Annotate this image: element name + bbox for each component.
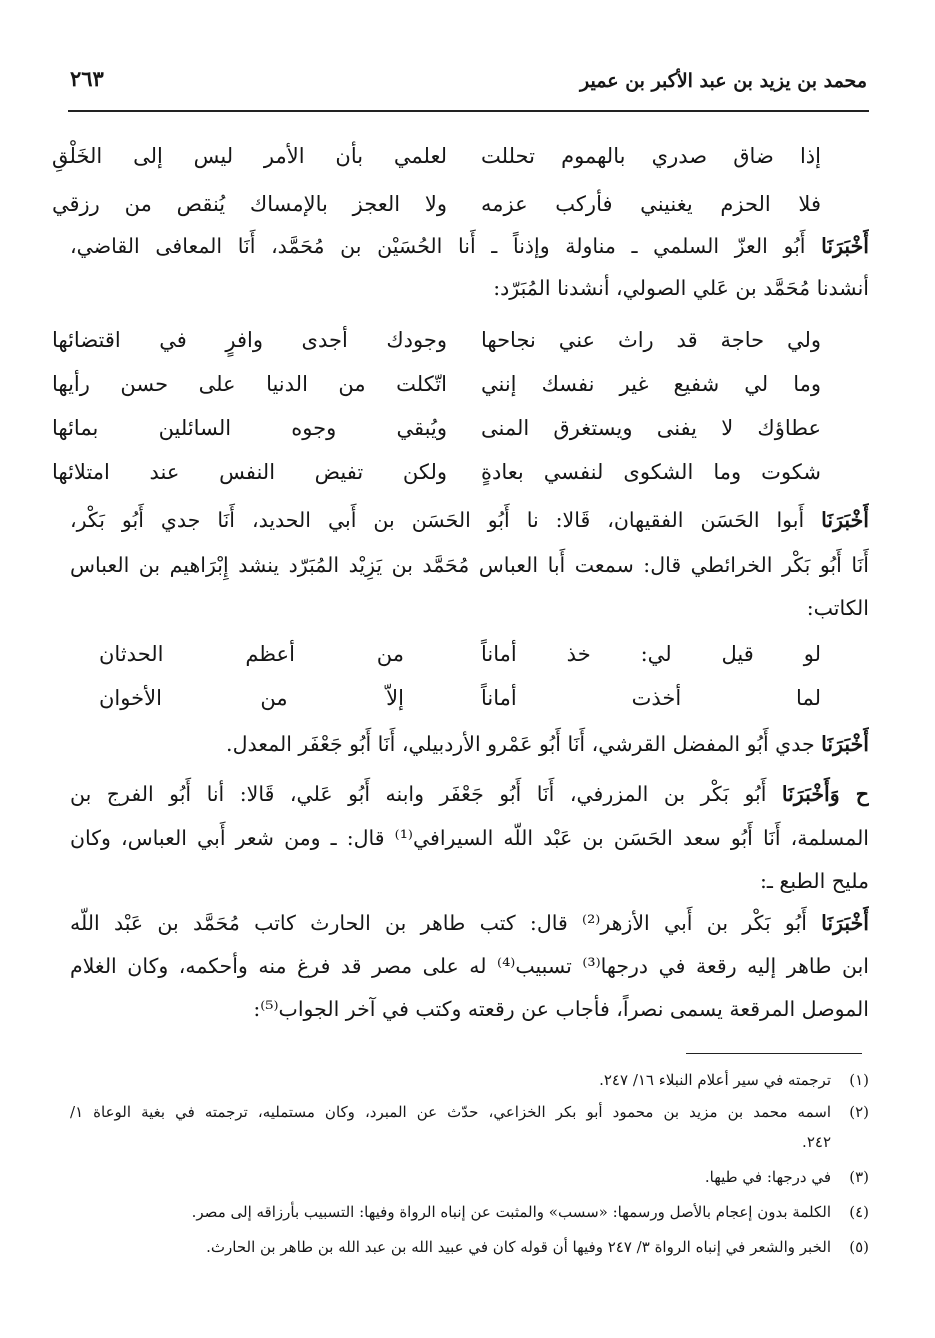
verse-first-hemistich: إذا ضاق صدري بالهموم تحللت (481, 144, 821, 168)
paragraph-line (70, 724, 869, 764)
wa-akhbarana-lead: ح وَأَخْبَرَنَا (781, 782, 869, 806)
footnote-number: (٤) (849, 1203, 869, 1221)
paragraph-line: أنشدنا مُحَمَّد بن عَلي الصولي، أنشدنا المُبَرّد: (493, 276, 869, 300)
footnote-text: في درجها: في طيها. (704, 1168, 831, 1186)
verse-first-hemistich: فلا الحزم يغنيني فأركب عزمه (481, 192, 821, 216)
verse-first-hemistich: لما أخذت أماناً (481, 686, 821, 710)
footnote-text: اسمه محمد بن مزيد بن محمود أبو بكر الخزاعي، حدّث عن المبرد، وكان مستمليه، ترجمته في بغية الوعاة ١/ (70, 1103, 831, 1121)
footnote-number: (٥) (849, 1238, 869, 1256)
running-header-title: محمد بن يزيد بن عبد الأكبر بن عمير (580, 70, 867, 92)
footnote-number: (٣) (849, 1168, 869, 1186)
verse-second-hemistich: إلاّ من الأخوان (99, 686, 404, 710)
paragraph-text: أَبُو بَكْر بن أَبي الأزهر⁽²⁾ قال: كتب طاهر بن الحارث كاتب مُحَمَّد بن عَبْد اللّه (70, 911, 807, 935)
verse-second-hemistich: اتّكلت من الدنيا على حسن رأيها (52, 372, 447, 396)
footnote-separator (686, 1053, 862, 1054)
paragraph-line (70, 903, 869, 943)
verse-first-hemistich: ولي حاجة قد راث عني نجاحها (481, 328, 821, 352)
paragraph-text: أَبوا الحَسَن الفقيهان، قَالا: نا أَبُو الحَسَن بن أَبي الحديد، أَنَا جدي أَبُو بَكْر، (70, 508, 805, 532)
verse-line (52, 184, 869, 224)
paragraph-line: ابن طاهر إليه رقعة في درجها⁽³⁾ تسبيب⁽⁴⁾ له على مصر قد فرغ منه وأحكمه، وكان الغلام (70, 954, 869, 978)
verse-line (52, 408, 869, 448)
verse-second-hemistich: وجودك أجدى وافرٍ في اقتضائها (52, 328, 447, 352)
paragraph-line: المسلمة، أَنَا أَبُو سعد الحَسَن بن عَبْد اللّه السيرافي⁽¹⁾ قال: ـ ومن شعر أَبي العباس، وكان (70, 826, 869, 850)
footnote (70, 1162, 869, 1192)
akhbarana-lead: أَخْبَرَنَا (821, 732, 869, 756)
verse-first-hemistich: عطاؤك لا يفنى ويستغرق المنى (481, 416, 821, 440)
akhbarana-lead: أَخْبَرَنَا (821, 508, 869, 532)
verse-second-hemistich: لعلمي بأن الأمر ليس إلى الخَلْقِ (52, 144, 447, 168)
verse-line (52, 136, 869, 176)
akhbarana-lead: أَخْبَرَنَا (821, 234, 869, 258)
verse-second-hemistich: ولا العجز بالإمساك يُنقص من رزقي (52, 192, 447, 216)
paragraph-line: مليح الطبع ـ: (760, 869, 869, 893)
header-rule (68, 110, 869, 112)
footnote (70, 1065, 869, 1095)
paragraph-text: جدي أَبُو المفضل القرشي، أَنَا أَبُو عَمْرو الأردبيلي، أَنَا أَبُو جَعْفَر المعدل. (226, 732, 815, 756)
footnote-number: (٢) (849, 1103, 869, 1121)
footnote-text: ترجمته في سير أعلام النبلاء ١٦/ ٢٤٧. (599, 1071, 831, 1089)
verse-second-hemistich: من أعظم الحدثان (99, 642, 404, 666)
akhbarana-lead: أَخْبَرَنَا (821, 911, 869, 935)
footnote-text: الخبر والشعر في إنباه الرواة ٣/ ٢٤٧ وفيها أن قوله كان في عبيد الله بن عبد الله بن طاهر بن الحارث. (206, 1238, 831, 1256)
footnote-continuation (70, 1127, 869, 1157)
paragraph-text: أَبُو العزّ السلمي ـ مناولة وإذناً ـ أَنا الحُسَيْن بن مُحَمَّد، أَنَا المعافى القاضي، (70, 234, 806, 258)
verse-line (52, 364, 869, 404)
footnote (70, 1097, 869, 1127)
footnote (70, 1232, 869, 1262)
verse-line (70, 634, 869, 674)
paragraph-line: أَنَا أَبُو بَكْر الخرائطي قال: سمعت أَبا العباس مُحَمَّد بن يَزِيْد المُبَرّد ينشد إِبْرَاهيم بن العباس (70, 553, 869, 577)
verse-second-hemistich: ويُبقي وجوه السائلين بمائها (52, 416, 447, 440)
page-number: ٢٦٣ (70, 66, 104, 91)
verse-first-hemistich: لو قيل لي: خذ أماناً (481, 642, 821, 666)
footnote-number: (١) (849, 1071, 869, 1089)
verse-line (52, 320, 869, 360)
footnote-text: ٢٤٢. (802, 1133, 831, 1151)
footnote (70, 1197, 869, 1227)
verse-second-hemistich: ولكن تفيض النفس عند امتلائها (52, 460, 447, 484)
paragraph-line (70, 500, 869, 540)
verse-first-hemistich: وما لي شفيع غير نفسك إنني (481, 372, 821, 396)
verse-line (70, 678, 869, 718)
footnote-text: الكلمة بدون إعجام بالأصل ورسمها: «سسب» والمثبت عن إنباه الرواة وفيها: التسبيب بأرزاقه إلى مصر. (191, 1203, 831, 1221)
paragraph-line: الكاتب: (806, 596, 869, 620)
paragraph-line (70, 226, 869, 266)
verse-line (52, 452, 869, 492)
paragraph-line (70, 774, 869, 814)
verse-first-hemistich: شكوت وما الشكوى لنفسي بعادةٍ (481, 460, 821, 484)
paragraph-line: الموصل المرقعة يسمى نصراً، فأجاب عن رقعته وكتب في آخر الجواب⁽⁵⁾: (253, 997, 869, 1021)
paragraph-text: أَبُو بَكْر بن المزرفي، أَنَا أَبُو جَعْفَر وابنه أَبُو عَلي، قَالا: أنا أَبُو الفرج بن (70, 782, 767, 806)
